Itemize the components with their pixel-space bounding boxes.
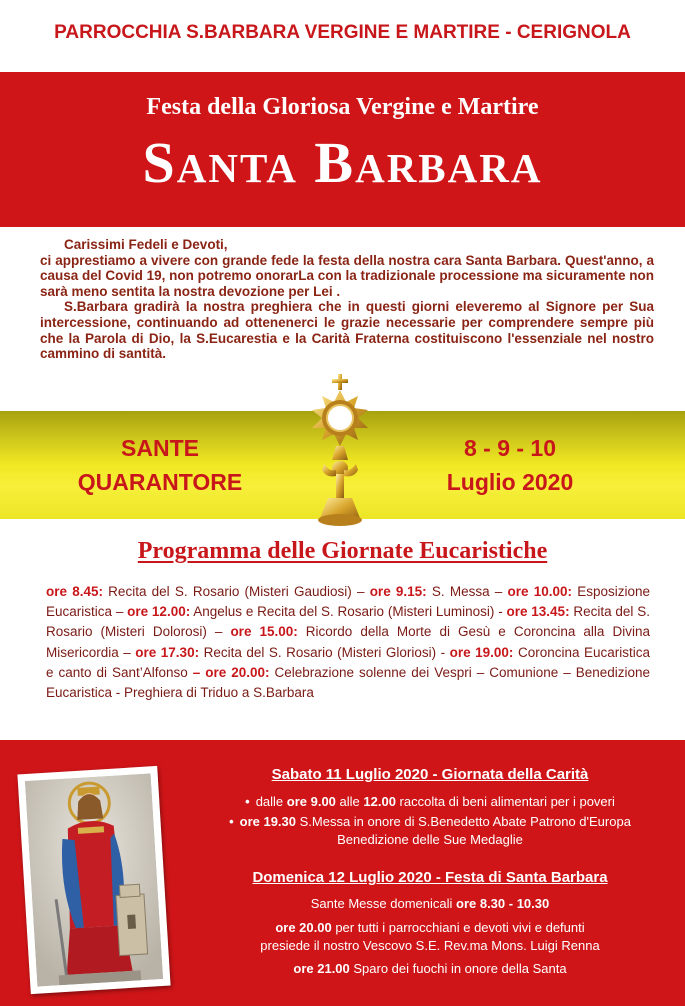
letter-greeting: Carissimi Fedeli e Devoti, (64, 237, 228, 252)
program-activity: Recita del S. Rosario (Misteri Gloriosi) - (199, 644, 450, 660)
quarantore-month: Luglio 2020 (446, 469, 574, 495)
quarantore-line-2: QUARANTORE (77, 469, 243, 495)
program-time: ore 12.00: (127, 604, 191, 620)
sunday-masses: Sante Messe domenicali ore 8.30 - 10.30 (310, 896, 550, 911)
letter-text (40, 237, 654, 362)
sunday-fireworks: ore 21.00 Sparo dei fuochi in onore della Santa (293, 961, 567, 976)
program-time: ore 9.15: (369, 584, 427, 599)
program-activity: Esposizione Eucaristica – (46, 584, 651, 620)
quarantore-title (60, 431, 260, 499)
program-time: ore 8.45: (46, 584, 103, 599)
program-time: ore 17.30: (135, 644, 200, 660)
program-activity: Angelus e Recita del S. Rosario (Misteri Luminosi) - (190, 604, 507, 620)
saint-title: Santa Barbara (142, 130, 543, 195)
statue-illustration (25, 773, 163, 986)
quarantore-days: 8 - 9 - 10 (463, 435, 557, 461)
saturday-section (195, 766, 665, 783)
sunday-section (195, 869, 665, 886)
program-schedule (46, 582, 650, 703)
program-time: – ore 20.00: (192, 664, 270, 680)
sunday-evening-mass: ore 20.00 per tutti i parrocchiani e devoti vivi e defunti presiede il nostro Vescovo S.E. Rev.ma Mons. Luigi Renna (195, 919, 665, 955)
letter-paragraph-1: ci apprestiamo a vivere con grande fede la festa della nostra cara Santa Barbara. Quest'anno, a causa del Covid 19, non potremo onorarLa con la tradizionale processione ma sicuramente non sarà meno sentita la nostra devozione per Lei . (40, 252, 654, 299)
program-time: ore 15.00: (230, 624, 298, 640)
bullet-icon: • (245, 794, 250, 809)
saturday-item-1: • dalle ore 9.00 alle 12.00 raccolta di beni alimentari per i poveri (245, 794, 615, 809)
saturday-item-2: • ore 19.30 S.Messa in onore di S.Benedetto Abate Patrono d'Europa Benedizione delle Sue Medaglie (195, 813, 665, 849)
saint-barbara-statue-image (17, 766, 170, 994)
program-activity: Celebrazione solenne dei Vespri – Comunione – Benedizione Eucaristica - Preghiera di Triduo a S.Barbara (46, 664, 651, 701)
program-title (0, 538, 685, 565)
letter-paragraph-2: S.Barbara gradirà la nostra preghiera che in questi giorni eleveremo al Signore per Sua intercessione, continuando ad ottenenerci le grazie necessarie per comprendere sempre più che la Parola di Dio, la S.Eucarestia e la Carità Fraterna costituiscono l'essenziale nel nostro cammino di santità. (40, 299, 654, 362)
sunday-title: Domenica 12 Luglio 2020 - Festa di Santa Barbara (252, 869, 608, 886)
festival-subtitle: Festa della Gloriosa Vergine e Martire (146, 94, 539, 120)
quarantore-line-1: SANTE (121, 435, 199, 461)
program-activity: Ricordo della Morte di Gesù e Coroncina alla Divina Misericordia – (46, 624, 650, 660)
program-activity: Recita del S. Rosario (Misteri Dolorosi) – (46, 604, 650, 640)
program-activity: Coroncina Eucaristica e canto di Sant’Alfonso (46, 644, 650, 680)
program-time: ore 10.00: (507, 584, 573, 599)
sunday-presider: presiede il nostro Vescovo S.E. Rev.ma Mons. Luigi Renna (260, 938, 600, 953)
title-banner (0, 72, 685, 227)
saturday-title: Sabato 11 Luglio 2020 - Giornata della Carità (271, 766, 589, 783)
program-time: ore 13.45: (506, 604, 570, 620)
program-activity: S. Messa – (426, 584, 508, 599)
quarantore-dates (425, 431, 595, 499)
monstrance-icon (296, 372, 384, 532)
bullet-icon: • (229, 814, 234, 829)
saturday-item-2-line-2: Benedizione delle Sue Medaglie (337, 832, 523, 847)
parish-name: PARROCCHIA S.BARBARA VERGINE E MARTIRE - CERIGNOLA (54, 22, 631, 43)
program-time: ore 19.00: (449, 644, 514, 660)
program-activity: Recita del S. Rosario (Misteri Gaudiosi) – (102, 584, 370, 599)
program-title-text: Programma delle Giornate Eucaristiche (137, 538, 548, 564)
